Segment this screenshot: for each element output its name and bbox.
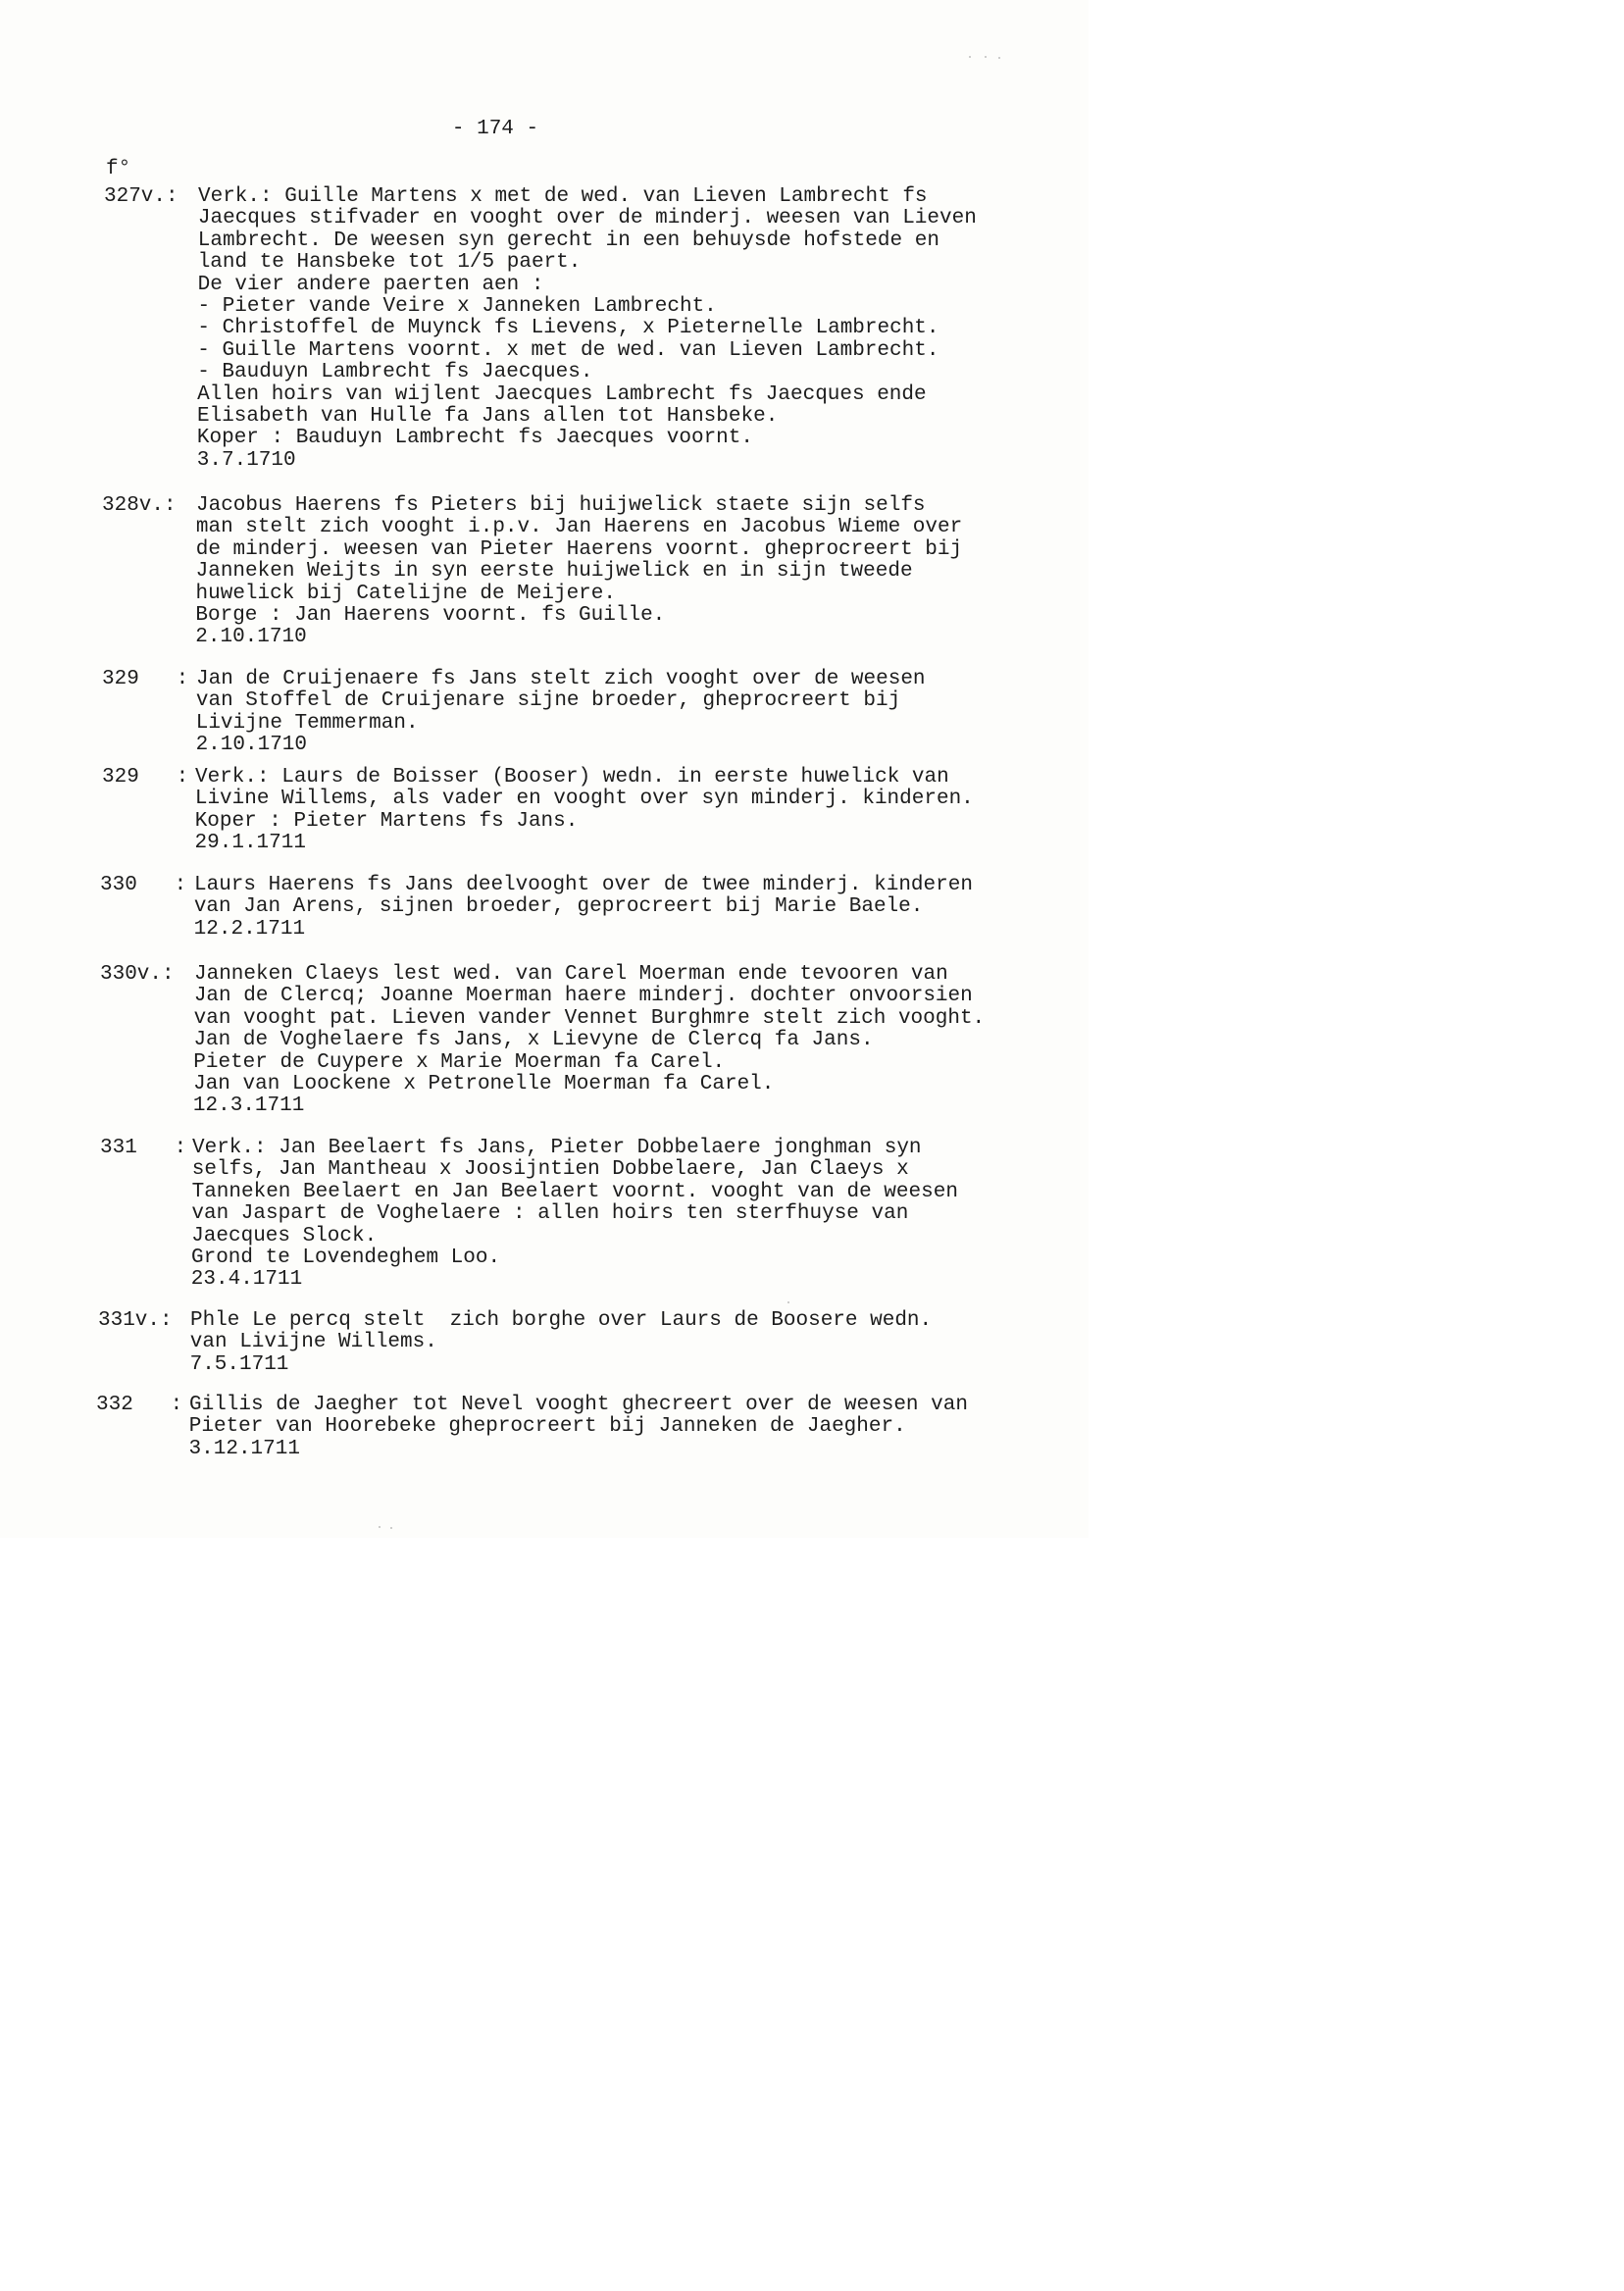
- entry-text-line: de minderj. weesen van Pieter Haerens voornt. gheprocreert bij: [195, 537, 963, 561]
- scan-speck: [985, 56, 987, 58]
- entry-text-line: van Jaspart de Voghelaere : allen hoirs ten sterfhuyse van: [191, 1202, 909, 1226]
- entry-folio-number: 330v.:: [100, 963, 175, 986]
- entry-text-line: Koper : Pieter Martens fs Jans.: [194, 809, 579, 833]
- scan-speck: [379, 1526, 381, 1528]
- entry-folio-number: 329 :: [102, 766, 189, 789]
- entry-text-line: 29.1.1711: [194, 832, 306, 855]
- entry-text-line: huwelick bij Catelijne de Meijere.: [195, 582, 616, 605]
- entry-text-line: Livijne Temmerman.: [195, 711, 419, 735]
- entry-text-line: Jan van Loockene x Petronelle Moerman fa Carel.: [193, 1073, 775, 1095]
- entry-text-line: van Stoffel de Cruijenare sijne broeder, gheprocreert bij: [195, 689, 901, 713]
- entry-text-line: Jan de Cruijenaere fs Jans stelt zich vooght over de weesen: [196, 668, 926, 690]
- entry-text-line: Janneken Claeys lest wed. van Carel Moerman ende tevooren van: [194, 963, 948, 986]
- entry-folio-number: 329 :: [102, 668, 189, 690]
- entry-text-line: 12.2.1711: [193, 917, 306, 941]
- entry-text-line: Pieter de Cuypere x Marie Moerman fa Carel.: [193, 1050, 726, 1074]
- entry-text-line: - Christoffel de Muynck fs Lievens, x Pieternelle Lambrecht.: [197, 317, 939, 340]
- entry-text-line: Koper : Bauduyn Lambrecht fs Jaecques voornt.: [196, 427, 753, 450]
- entry-text-line: 3.12.1711: [188, 1437, 300, 1460]
- document-page: [0, 0, 1089, 1538]
- entry-text-line: Grond te Lovendeghem Loo.: [191, 1247, 501, 1269]
- entry-text-line: Livine Willems, als vader en vooght over syn minderj. kinderen.: [194, 788, 974, 811]
- entry-text-line: Jacobus Haerens fs Pieters bij huijwelick staete sijn selfs: [196, 494, 926, 517]
- entry-text-line: Phle Le percq stelt zich borghe over Laurs de Boosere wedn.: [190, 1309, 933, 1332]
- entry-text-line: 3.7.1710: [196, 448, 296, 472]
- entry-text-line: van Jan Arens, sijnen broeder, geprocreert bij Marie Baele.: [193, 895, 924, 919]
- entry-text-line: van Livijne Willems.: [189, 1331, 437, 1354]
- entry-text-line: Gillis de Jaegher tot Nevel vooght ghecreert over de weesen van: [189, 1394, 968, 1416]
- entry-text-line: Pieter van Hoorebeke gheprocreert bij Janneken de Jaegher.: [188, 1415, 906, 1439]
- page-number: - 174 -: [451, 118, 539, 140]
- folio-label: f°: [106, 158, 131, 180]
- scan-speck: [787, 1301, 789, 1303]
- entry-text-line: van vooght pat. Lieven vander Vennet Burghmre stelt zich vooght.: [193, 1006, 986, 1030]
- entry-text-line: De vier andere paerten aen :: [197, 273, 544, 296]
- entry-text-line: - Pieter vande Veire x Janneken Lambrecht.: [197, 295, 717, 318]
- entry-text-line: Elisabeth van Hulle fa Jans allen tot Hansbeke.: [197, 405, 779, 428]
- entry-text-line: Jaecques Slock.: [191, 1224, 378, 1247]
- entry-text-line: Jaecques stifvader en vooght over de minderj. weesen van Lieven: [197, 207, 977, 230]
- entry-text-line: Verk.: Guille Martens x met de wed. van Lieven Lambrecht fs: [198, 185, 928, 208]
- entry-text-line: - Guille Martens voornt. x met de wed. van Lieven Lambrecht.: [197, 338, 939, 362]
- entry-folio-number: 327v.:: [104, 185, 178, 208]
- entry-folio-number: 332 :: [96, 1394, 183, 1416]
- entry-text-line: 12.3.1711: [192, 1095, 305, 1118]
- entry-folio-number: 330 :: [100, 874, 187, 896]
- entry-text-line: Jan de Voghelaere fs Jans, x Lievyne de Clercq fa Jans.: [193, 1029, 874, 1052]
- entry-text-line: land te Hansbeke tot 1/5 paert.: [197, 251, 582, 275]
- entry-text-line: Tanneken Beelaert en Jan Beelaert voornt. vooght van de weesen: [191, 1180, 958, 1203]
- entry-text-line: Allen hoirs van wijlent Jaecques Lambrecht fs Jaecques ende: [197, 382, 927, 406]
- entry-text-line: Laurs Haerens fs Jans deelvooght over de twee minderj. kinderen: [194, 874, 973, 896]
- entry-text-line: Lambrecht. De weesen syn gerecht in een behuysde hofstede en: [197, 229, 939, 252]
- entry-text-line: Jan de Clercq; Joanne Moerman haere minderj. dochter onvoorsien: [193, 985, 973, 1008]
- entry-text-line: selfs, Jan Mantheau x Joosijntien Dobbelaere, Jan Claeys x: [191, 1158, 909, 1182]
- entry-folio-number: 328v.:: [102, 494, 177, 517]
- entry-text-line: 23.4.1711: [190, 1268, 303, 1292]
- scan-speck: [969, 56, 971, 58]
- entry-text-line: Borge : Jan Haerens voornt. fs Guille.: [195, 604, 666, 627]
- entry-text-line: Verk.: Jan Beelaert fs Jans, Pieter Dobbelaere jonghman syn: [192, 1137, 922, 1159]
- entry-text-line: man stelt zich vooght i.p.v. Jan Haerens en Jacobus Wieme over: [195, 516, 963, 539]
- entry-text-line: 2.10.1710: [195, 734, 307, 757]
- scan-speck: [998, 57, 1000, 59]
- entry-text-line: - Bauduyn Lambrecht fs Jaecques.: [197, 361, 593, 384]
- entry-text-line: 7.5.1711: [189, 1352, 289, 1376]
- entry-text-line: Verk.: Laurs de Boisser (Booser) wedn. in eerste huwelick van: [195, 766, 949, 789]
- entry-folio-number: 331 :: [100, 1137, 187, 1159]
- entry-text-line: Janneken Weijts in syn eerste huijwelick en in sijn tweede: [195, 560, 913, 584]
- entry-folio-number: 331v.:: [98, 1309, 173, 1332]
- entry-text-line: 2.10.1710: [195, 626, 307, 649]
- scan-speck: [390, 1527, 392, 1529]
